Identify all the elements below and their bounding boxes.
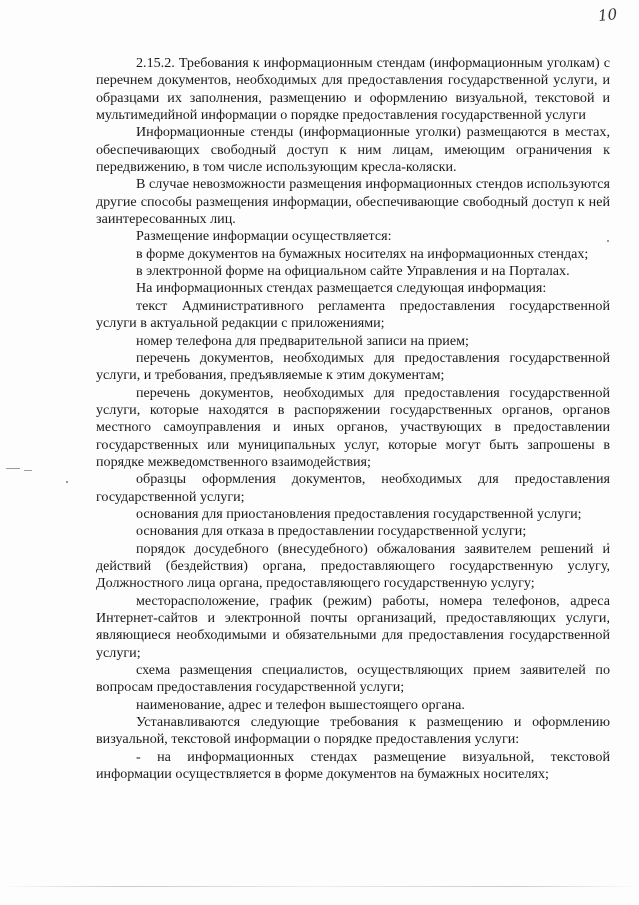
scan-artifact <box>6 468 20 469</box>
paragraph: перечень документов, необходимых для предоставления государственной услуги, которые находятся в распоряжении государственных органов, органов местного самоуправления и иных органов, участвующих в предоставлении государственных или муниципальных услуг, которые могут быть запрошены в порядке межведомственного взаимодействия; <box>96 384 610 470</box>
paragraph: - на информационных стендах размещение визуальной, текстовой информации осуществляется в форме документов на бумажных носителях; <box>96 748 610 783</box>
paragraph: 2.15.2. Требования к информационным стендам (информационным уголкам) с перечнем документов, необходимых для предоставления государственной услуги, и образцами их заполнения, размещению и оформлению визуальной, текстовой и мультимедийной информации о порядке предоставления государственной услуги <box>96 55 610 124</box>
paragraph: порядок досудебного (внесудебного) обжалования заявителем решений и действий (бездействия) органа, предоставляющего государственную услугу, Должностного лица органа, предоставляющего государственную услугу; <box>96 540 610 592</box>
paragraph: В случае невозможности размещения информационных стендов используются другие способы размещения информации, обеспечивающие свободный доступ к ней заинтересованных лиц. <box>96 176 610 228</box>
paragraph: в электронной форме на официальном сайте Управления и на Порталах. <box>136 263 570 280</box>
paragraph: схема размещения специалистов, осуществляющих прием заявителей по вопросам предоставления государственной услуги; <box>96 662 610 696</box>
paragraph: перечень документов, необходимых для предоставления государственной услуги, и требования, предъявляемые к этим документам; <box>96 349 610 384</box>
paragraph: На информационных стендах размещается следующая информация: <box>136 280 547 297</box>
paragraph: номер телефона для предварительной записи на прием; <box>136 332 469 349</box>
scan-edge <box>0 886 639 887</box>
paragraph: образцы оформления документов, необходимых для предоставления государственной услуги; <box>96 471 610 505</box>
paragraph: в форме документов на бумажных носителях на информационных стендах; <box>136 245 589 262</box>
document-body <box>96 55 610 783</box>
paragraph: месторасположение, график (режим) работы, номера телефонов, адреса Интернет-сайтов и электронной почты организаций, предоставляющих услуги, являющиеся необходимыми и обязательными для предоставления государственной услуги; <box>96 592 610 661</box>
paragraph: текст Административного регламента предоставления государственной услуги в актуальной редакции с приложениями; <box>96 297 610 332</box>
paragraph: Размещение информации осуществляется: <box>136 228 392 245</box>
scan-artifact <box>24 470 32 471</box>
page-number: 10 <box>597 5 618 25</box>
paragraph: Устанавливаются следующие требования к размещению и оформлению визуальной, текстовой информации о порядке предоставления услуги: <box>96 714 610 748</box>
scan-artifact <box>66 481 68 483</box>
paragraph: основания для отказа в предоставлении государственной услуги; <box>136 523 527 540</box>
paragraph: Информационные стенды (информационные уголки) размещаются в местах, обеспечивающих свободный доступ к ним лицам, имеющим ограничения к передвижению, в том числе использующим кресла-коляски. <box>96 124 610 176</box>
paragraph: основания для приостановления предоставления государственной услуги; <box>136 505 582 522</box>
paragraph: наименование, адрес и телефон вышестоящего органа. <box>136 696 465 713</box>
